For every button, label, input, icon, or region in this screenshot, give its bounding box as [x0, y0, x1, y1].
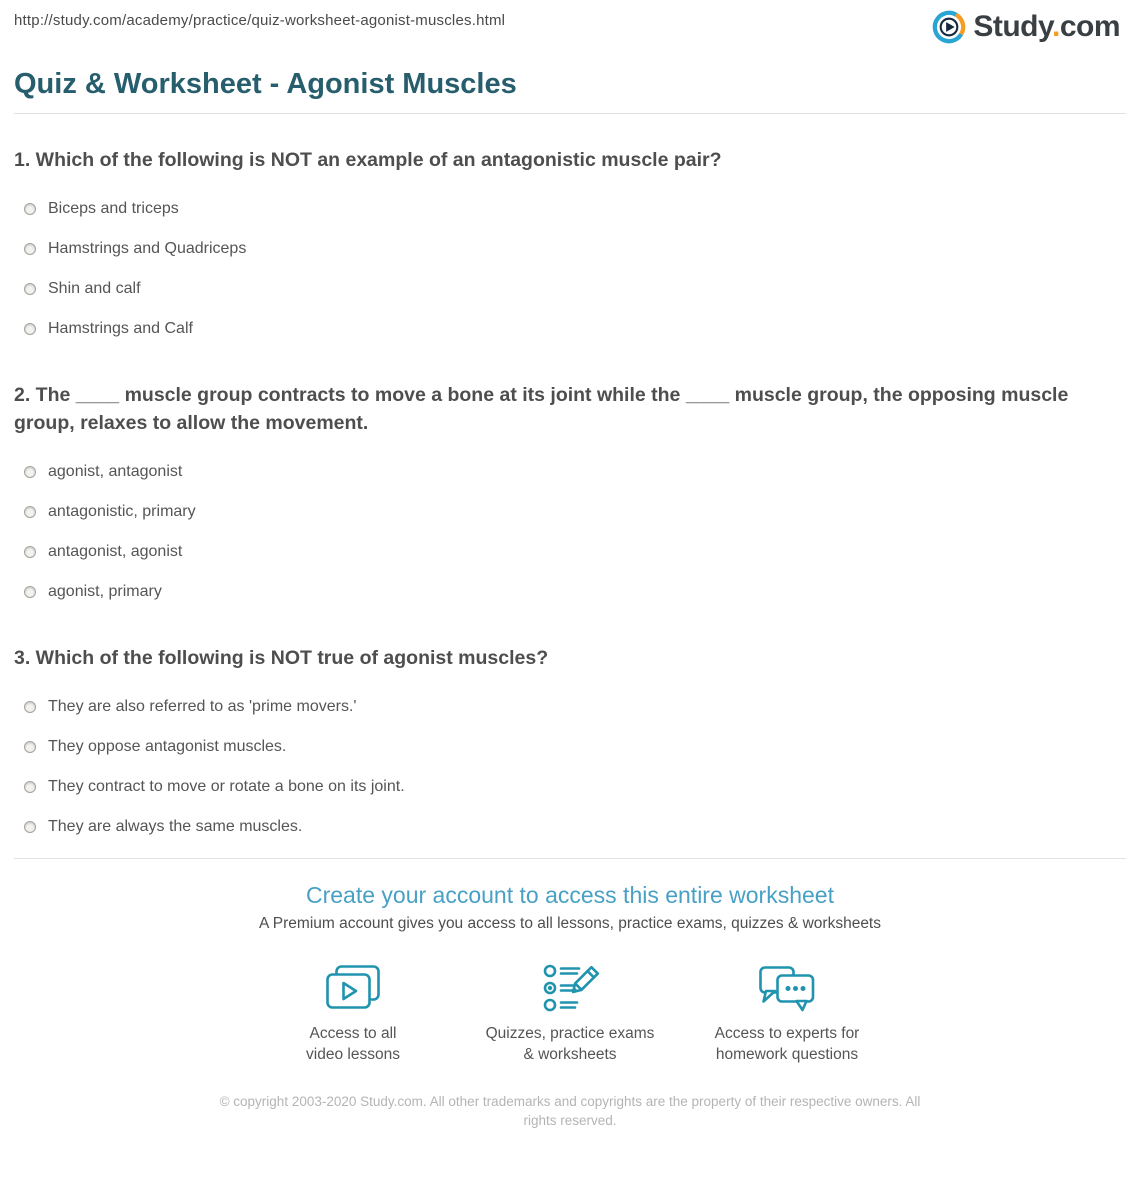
radio-button[interactable]	[24, 821, 36, 833]
option-label[interactable]: They are also referred to as 'prime movers.'	[48, 698, 357, 715]
logo-text-com: com	[1059, 10, 1120, 43]
feature-video-lessons	[245, 961, 462, 1065]
radio-button[interactable]	[24, 781, 36, 793]
answer-option[interactable]	[14, 269, 1126, 309]
radio-button[interactable]	[24, 323, 36, 335]
option-label[interactable]: Hamstrings and Quadriceps	[48, 240, 247, 257]
question-3-text: 3. Which of the following is NOT true of agonist muscles?	[14, 647, 549, 669]
quizzes-worksheets-icon	[541, 963, 599, 1013]
logo-text-study: Study	[973, 10, 1052, 43]
icon-box	[245, 961, 462, 1015]
logo-text-dot: .	[1051, 10, 1060, 43]
feature-label-line2: & worksheets	[523, 1045, 617, 1063]
question-1-options	[14, 189, 1126, 349]
question-2-text: 2. The ____ muscle group contracts to move a bone at its joint while the ____ muscle group, the opposing muscle group, relaxes to allow the movement.	[14, 384, 1069, 434]
feature-label-line2: homework questions	[715, 1045, 859, 1063]
question-1-text: 1. Which of the following is NOT an example of an antagonistic muscle pair?	[14, 149, 722, 171]
studycom-logo[interactable]	[932, 10, 1120, 44]
feature-label-line1: Quizzes, practice exams	[485, 1025, 655, 1042]
feature-label-line2: video lessons	[306, 1045, 400, 1063]
divider	[14, 113, 1126, 114]
page-footer	[14, 1092, 1126, 1130]
icon-box	[679, 961, 896, 1015]
cta-subheading: A Premium account gives you access to all lessons, practice exams, quizzes & worksheets	[259, 915, 881, 932]
feature-label-line1: Access to experts for	[714, 1025, 860, 1042]
question-1	[14, 146, 1126, 349]
option-label[interactable]: Shin and calf	[48, 280, 141, 297]
option-label[interactable]: Hamstrings and Calf	[48, 320, 193, 337]
feature-expert-help	[679, 961, 896, 1065]
top-bar	[14, 0, 1126, 50]
page-title: Quiz & Worksheet - Agonist Muscles	[14, 68, 517, 100]
video-lessons-icon	[323, 964, 383, 1012]
question-2	[14, 381, 1126, 612]
features-row	[14, 961, 1126, 1065]
question-3-options	[14, 687, 1126, 847]
create-account-section	[14, 859, 1126, 1065]
answer-option[interactable]	[14, 807, 1126, 847]
radio-button[interactable]	[24, 283, 36, 295]
question-2-options	[14, 452, 1126, 612]
radio-button[interactable]	[24, 741, 36, 753]
option-label[interactable]: antagonist, agonist	[48, 543, 183, 560]
answer-option[interactable]	[14, 189, 1126, 229]
option-label[interactable]: Biceps and triceps	[48, 200, 179, 217]
option-label[interactable]: agonist, primary	[48, 583, 162, 600]
answer-option[interactable]	[14, 492, 1126, 532]
option-label[interactable]: They contract to move or rotate a bone on its joint.	[48, 778, 405, 795]
option-label[interactable]: They are always the same muscles.	[48, 818, 303, 835]
icon-box	[462, 961, 679, 1015]
answer-option[interactable]	[14, 309, 1126, 349]
feature-label-line1: Access to all	[309, 1025, 397, 1042]
play-circle-icon	[932, 10, 966, 44]
cta-heading: Create your account to access this entire worksheet	[306, 882, 834, 908]
answer-option[interactable]	[14, 767, 1126, 807]
answer-option[interactable]	[14, 687, 1126, 727]
copyright-text: © copyright 2003-2020 Study.com. All other trademarks and copyrights are the property of their respective owners. All rights reserved.	[219, 1094, 921, 1128]
option-label[interactable]: agonist, antagonist	[48, 463, 183, 480]
chat-experts-icon	[757, 963, 817, 1013]
feature-quizzes-worksheets	[462, 961, 679, 1065]
radio-button[interactable]	[24, 243, 36, 255]
feature-label	[245, 1024, 462, 1065]
question-3	[14, 644, 1126, 847]
answer-option[interactable]	[14, 532, 1126, 572]
page-url: http://study.com/academy/practice/quiz-worksheet-agonist-muscles.html	[14, 12, 506, 29]
option-label[interactable]: antagonistic, primary	[48, 503, 196, 520]
radio-button[interactable]	[24, 586, 36, 598]
radio-button[interactable]	[24, 546, 36, 558]
answer-option[interactable]	[14, 727, 1126, 767]
option-label[interactable]: They oppose antagonist muscles.	[48, 738, 287, 755]
radio-button[interactable]	[24, 466, 36, 478]
radio-button[interactable]	[24, 506, 36, 518]
answer-option[interactable]	[14, 229, 1126, 269]
radio-button[interactable]	[24, 701, 36, 713]
answer-option[interactable]	[14, 572, 1126, 612]
radio-button[interactable]	[24, 203, 36, 215]
answer-option[interactable]	[14, 452, 1126, 492]
logo-text	[973, 10, 1120, 44]
feature-label	[679, 1024, 896, 1065]
feature-label	[462, 1024, 679, 1065]
